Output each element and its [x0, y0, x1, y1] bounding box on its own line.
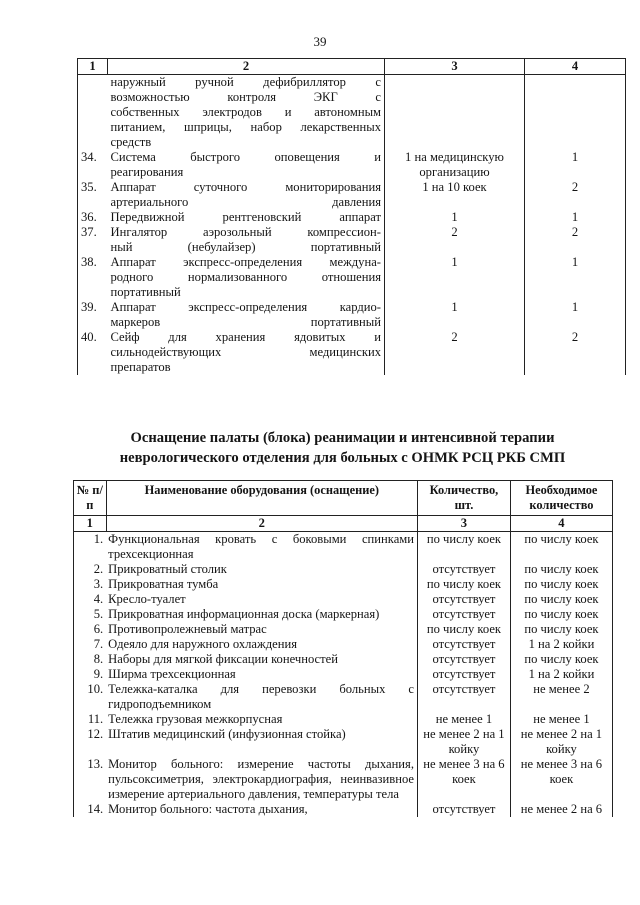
row-name-line: Передвижной рентгеновский аппарат [110, 210, 381, 224]
row-number: 39. [78, 300, 108, 330]
row-name [108, 75, 385, 151]
table-row [74, 577, 613, 592]
table-row [74, 637, 613, 652]
table-row [74, 727, 613, 757]
row-required [525, 75, 626, 151]
table-row [74, 757, 613, 802]
column-number-row [74, 516, 613, 532]
row-required: 2 [525, 225, 626, 255]
row-number: 9. [74, 667, 107, 682]
header-col-4: 4 [525, 59, 626, 75]
row-name-line: препаратов [110, 360, 171, 374]
row-name [108, 150, 385, 180]
table-row [74, 712, 613, 727]
table-row [78, 300, 626, 330]
row-required: по числу коек [510, 562, 612, 577]
row-quantity: отсутствует [418, 592, 511, 607]
icu-equipment-table [73, 480, 613, 817]
row-name-line: наружный ручной дефибриллятор с [110, 75, 381, 89]
row-name-line: Сейф для хранения ядовитых и [110, 330, 381, 344]
row-quantity: отсутствует [418, 607, 511, 622]
row-name: Прикроватная тумба [106, 577, 417, 592]
table-row [74, 592, 613, 607]
row-quantity: отсутствует [418, 562, 511, 577]
row-quantity: не менее 2 на 1 койку [418, 727, 511, 757]
row-name: Прикроватный столик [106, 562, 417, 577]
row-number: 35. [78, 180, 108, 210]
row-name-line: Аппарат суточного мониторирования [110, 180, 381, 194]
section-title-line-1: Оснащение палаты (блока) реанимации и интенсивной терапии [130, 430, 555, 446]
row-number: 14. [74, 802, 107, 817]
row-number: 36. [78, 210, 108, 225]
row-quantity [385, 75, 525, 151]
row-quantity: не менее 3 на 6 коек [418, 757, 511, 802]
row-quantity: 1 на медицинскую организацию [385, 150, 525, 180]
row-number: 12. [74, 727, 107, 757]
row-name-line: средств [110, 135, 152, 149]
row-quantity: 1 [385, 255, 525, 300]
row-name-line: сильнодействующих медицинских [110, 345, 381, 359]
table-row [74, 532, 613, 563]
row-quantity: не менее 1 [418, 712, 511, 727]
row-required: 2 [525, 330, 626, 375]
table-row [74, 622, 613, 637]
row-name-line: собственных электродов и автономным [110, 105, 381, 119]
row-number: 37. [78, 225, 108, 255]
row-name: Прикроватная информационная доска (маркерная) [106, 607, 417, 622]
row-name-line: Аппарат экспресс-определения кардио- [110, 300, 381, 314]
row-quantity: 2 [385, 225, 525, 255]
row-name: Ширма трехсекционная [106, 667, 417, 682]
row-name: Монитор больного: измерение частоты дыхания, пульсоксиметрия, электрокардиография, неинвазивное измерение артериального давления, температуры тела [106, 757, 417, 802]
row-name: Противопролежневый матрас [106, 622, 417, 637]
header-col-1: 1 [78, 59, 108, 75]
row-name [108, 255, 385, 300]
row-number: 38. [78, 255, 108, 300]
row-quantity: 1 на 10 коек [385, 180, 525, 210]
row-name: Наборы для мягкой фиксации конечностей [106, 652, 417, 667]
row-quantity: по числу коек [418, 577, 511, 592]
col-number-3: 3 [418, 516, 511, 532]
table-row [78, 150, 626, 180]
row-name-line: родного нормализованного отношения [110, 270, 381, 284]
row-quantity: отсутствует [418, 652, 511, 667]
table-row [78, 180, 626, 210]
col-number-4: 4 [510, 516, 612, 532]
table-header-row [78, 59, 626, 75]
table-row [78, 225, 626, 255]
row-name: Тележка грузовая межкорпусная [106, 712, 417, 727]
row-number: 34. [78, 150, 108, 180]
equipment-table-continued [77, 58, 626, 375]
row-quantity: по числу коек [418, 532, 511, 563]
section-title-line-2: неврологического отделения для больных с ОНМК РСЦ РКБ СМП [119, 450, 566, 466]
row-name-line: реагирования [110, 165, 184, 179]
row-name: Штатив медицинский (инфузионная стойка) [106, 727, 417, 757]
table-row [74, 682, 613, 712]
row-required: по числу коек [510, 532, 612, 563]
row-required: не менее 2 [510, 682, 612, 712]
row-name-line: ный (небулайзер) портативный [110, 240, 381, 254]
row-quantity: отсутствует [418, 682, 511, 712]
row-number: 2. [74, 562, 107, 577]
row-name-line: возможностью контроля ЭКГ с [110, 90, 381, 104]
table-row [78, 330, 626, 375]
table-row [74, 562, 613, 577]
row-name-line: маркеров портативный [110, 315, 381, 329]
row-quantity: отсутствует [418, 667, 511, 682]
row-quantity: отсутствует [418, 802, 511, 817]
header-col-3: 3 [385, 59, 525, 75]
table-row [78, 75, 626, 151]
row-number: 40. [78, 330, 108, 375]
row-name-line: питанием, шприцы, набор лекарственных [110, 120, 381, 134]
row-required: по числу коек [510, 652, 612, 667]
row-required: по числу коек [510, 607, 612, 622]
row-quantity: 1 [385, 300, 525, 330]
section-title [77, 428, 608, 468]
table-row [78, 255, 626, 300]
row-required: 1 на 2 койки [510, 667, 612, 682]
row-required: 1 [525, 150, 626, 180]
row-name [108, 225, 385, 255]
row-name: Тележка-каталка для перевозки больных с гидроподъемником [106, 682, 417, 712]
row-name-line: портативный [110, 285, 181, 299]
table-row [74, 667, 613, 682]
table-row [74, 652, 613, 667]
page-number: 39 [313, 34, 327, 49]
row-number: 5. [74, 607, 107, 622]
header-required: Необходимое количество [510, 481, 612, 516]
row-required: по числу коек [510, 592, 612, 607]
row-required: не менее 2 на 1 койку [510, 727, 612, 757]
row-name [108, 180, 385, 210]
row-name [108, 210, 385, 225]
row-number: 10. [74, 682, 107, 712]
row-required: 1 [525, 210, 626, 225]
header-number: № п/п [74, 481, 107, 516]
row-required: по числу коек [510, 577, 612, 592]
table-row [74, 802, 613, 817]
row-name [108, 330, 385, 375]
row-name-line: артериального давления [110, 195, 381, 209]
row-number: 8. [74, 652, 107, 667]
row-number: 1. [74, 532, 107, 563]
table-header-row [74, 481, 613, 516]
row-quantity: 2 [385, 330, 525, 375]
col-number-2: 2 [106, 516, 417, 532]
row-number [78, 75, 108, 151]
row-name: Функциональная кровать с боковыми спинками трехсекционная [106, 532, 417, 563]
header-name: Наименование оборудования (оснащение) [106, 481, 417, 516]
col-number-1: 1 [74, 516, 107, 532]
row-required: не менее 1 [510, 712, 612, 727]
row-quantity: отсутствует [418, 637, 511, 652]
row-required: 2 [525, 180, 626, 210]
row-required: 1 на 2 койки [510, 637, 612, 652]
row-number: 13. [74, 757, 107, 802]
row-quantity: 1 [385, 210, 525, 225]
table-row [74, 607, 613, 622]
row-number: 11. [74, 712, 107, 727]
row-number: 7. [74, 637, 107, 652]
row-name-line: Аппарат экспресс-определения междуна- [110, 255, 381, 269]
row-number: 3. [74, 577, 107, 592]
row-name: Одеяло для наружного охлаждения [106, 637, 417, 652]
header-quantity: Количество, шт. [418, 481, 511, 516]
row-name-line: Система быстрого оповещения и [110, 150, 381, 164]
row-name: Кресло-туалет [106, 592, 417, 607]
row-required: 1 [525, 255, 626, 300]
row-number: 4. [74, 592, 107, 607]
row-required: не менее 3 на 6 коек [510, 757, 612, 802]
row-number: 6. [74, 622, 107, 637]
row-required: 1 [525, 300, 626, 330]
header-col-2: 2 [108, 59, 385, 75]
row-name-line: Ингалятор аэрозольный компрессион- [110, 225, 381, 239]
row-quantity: по числу коек [418, 622, 511, 637]
row-name [108, 300, 385, 330]
table-row [78, 210, 626, 225]
row-name: Монитор больного: частота дыхания, [106, 802, 417, 817]
row-required: по числу коек [510, 622, 612, 637]
row-required: не менее 2 на 6 [510, 802, 612, 817]
